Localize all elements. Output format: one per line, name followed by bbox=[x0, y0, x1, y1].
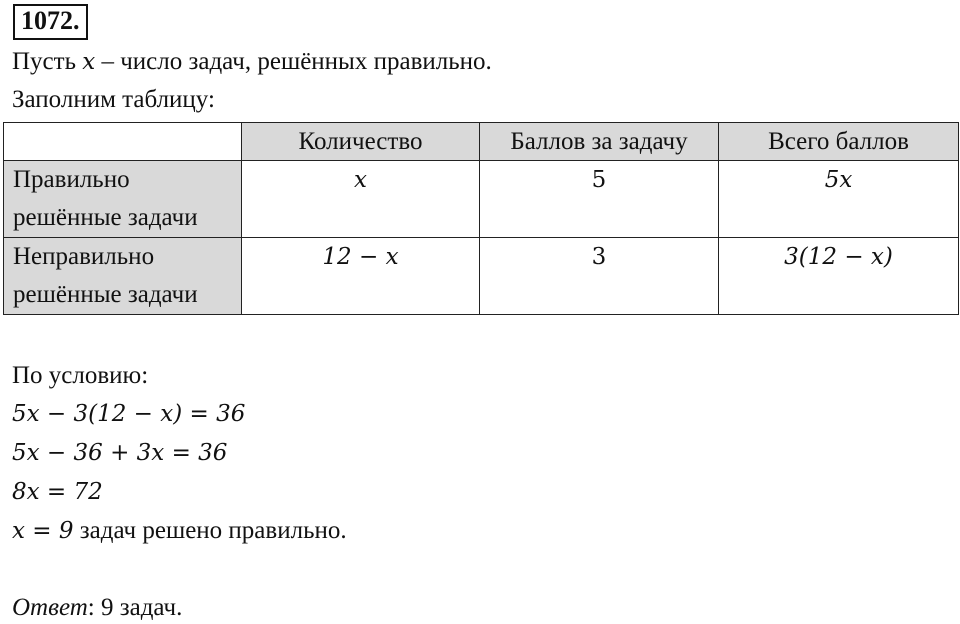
table-header-row bbox=[4, 123, 959, 161]
row-label-line2: решённые задачи bbox=[13, 204, 198, 231]
row-label-line1: Неправильно bbox=[13, 243, 155, 270]
answer-line bbox=[12, 592, 182, 624]
cell-total-value: 5x bbox=[824, 167, 853, 193]
intro-let-prefix: Пусть bbox=[12, 48, 83, 75]
table-header-total: Всего баллов bbox=[719, 123, 959, 161]
row-label-line2: решённые задачи bbox=[13, 281, 198, 308]
answer-label: Ответ bbox=[12, 594, 88, 621]
table-header-empty bbox=[4, 123, 242, 161]
intro-let-suffix: – число задач, решённых правильно. bbox=[95, 48, 492, 75]
equation-3: 8x = 72 bbox=[12, 479, 103, 505]
table-cell-total bbox=[719, 238, 959, 315]
answer-text: : 9 задач. bbox=[87, 594, 183, 621]
equation-2: 5x − 36 + 3x = 36 bbox=[12, 440, 228, 466]
cell-points-value: 5 bbox=[591, 167, 607, 193]
cell-count-value: 12 − x bbox=[322, 244, 399, 270]
intro-let-line bbox=[12, 46, 492, 78]
cell-total-value: 3(12 − x) bbox=[784, 244, 893, 270]
table-row-label bbox=[4, 238, 242, 315]
equation-4-text: задач решено правильно. bbox=[73, 517, 347, 544]
table-cell-total bbox=[719, 161, 959, 238]
table-row bbox=[4, 161, 959, 238]
table-cell-points bbox=[480, 161, 719, 238]
data-table bbox=[3, 122, 959, 315]
table-header-count: Количество bbox=[242, 123, 480, 161]
table-row bbox=[4, 238, 959, 315]
table-header-points: Баллов за задачу bbox=[480, 123, 719, 161]
intro-variable: x bbox=[82, 49, 96, 75]
problem-number: 1072. bbox=[13, 4, 88, 40]
equation-4-math: x = 9 bbox=[12, 518, 74, 544]
table-row-label bbox=[4, 161, 242, 238]
row-label-line1: Правильно bbox=[13, 166, 130, 193]
cell-count-value: x bbox=[354, 167, 367, 193]
solution-condition: По условию: bbox=[12, 362, 149, 389]
equation-1: 5x − 3(12 − x) = 36 bbox=[12, 401, 246, 427]
cell-points-value: 3 bbox=[591, 244, 607, 270]
table-cell-count bbox=[242, 238, 480, 315]
table-cell-points bbox=[480, 238, 719, 315]
table-cell-count bbox=[242, 161, 480, 238]
equation-4-line bbox=[12, 515, 347, 547]
intro-fill-table: Заполним таблицу: bbox=[12, 86, 215, 113]
